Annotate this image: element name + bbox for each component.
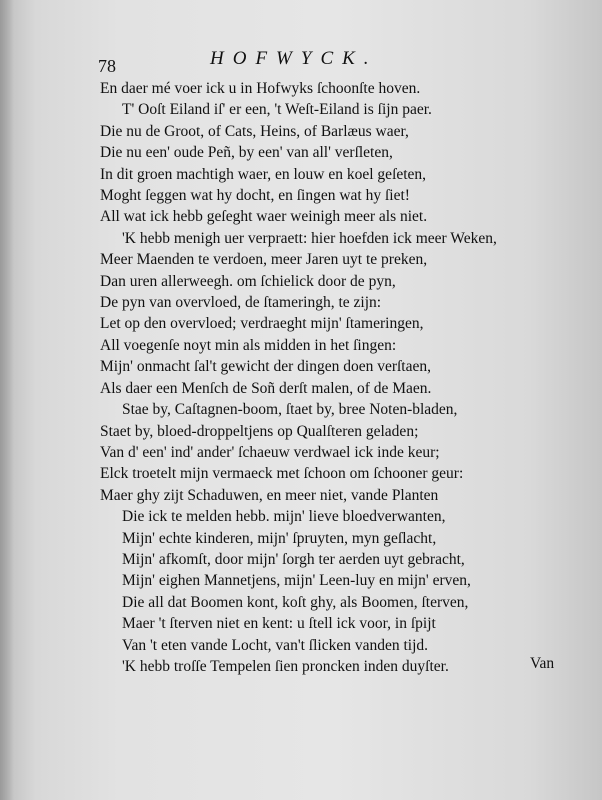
poem-line: 'K hebb troſſe Tempelen ſien proncken inden duyſter. — [122, 657, 449, 675]
poem-line: Let op den overvloed; verdraeght mijn' ſtameringen, — [100, 315, 424, 333]
poem-line: Van d' een' ind' ander' ſchaeuw verdwael ick inde keur; — [100, 443, 440, 461]
gutter-shadow — [0, 0, 14, 800]
poem-line: Staet by, bloed-droppeltjens op Qualſteren geladen; — [100, 422, 419, 440]
poem-line: De pyn van overvloed, de ſtameringh, te zijn: — [100, 294, 382, 312]
poem-line: Mijn' eighen Mannetjens, mijn' Leen-luy en mijn' erven, — [122, 572, 471, 590]
poem-line: Als daer een Menſch de Soñ derſt malen, of de Maen. — [100, 379, 432, 397]
poem-line: Mijn' echte kinderen, mijn' ſpruyten, myn geſlacht, — [122, 529, 437, 547]
poem-line: Mijn' afkomſt, door mijn' ſorgh ter aerden uyt gebracht, — [122, 550, 465, 568]
poem-line: Moght ſeggen wat hy docht, en ſingen wat hy ſiet! — [100, 187, 410, 205]
poem-line: Mijn' onmacht ſal't gewicht der dingen doen verſtaen, — [100, 358, 431, 376]
poem-line: Meer Maenden te verdoen, meer Jaren uyt te preken, — [100, 251, 428, 269]
poem-line: All voegenſe noyt min als midden in het ſingen: — [100, 336, 397, 354]
poem-line: Die nu de Groot, of Cats, Heins, of Barlæus waer, — [100, 122, 409, 140]
poem-line: Maer ghy zijt Schaduwen, en meer niet, vande Planten — [100, 486, 439, 504]
poem-text — [100, 78, 560, 677]
poem-line: Stae by, Caſtagnen-boom, ſtaet by, bree Noten-bladen, — [122, 401, 458, 419]
poem-line: En daer mé voer ick u in Hofwyks ſchoonſte hoven. — [100, 80, 421, 97]
running-head: HOFWYCK. — [210, 48, 378, 69]
poem-line: Van 't eten vande Locht, van't ſlicken vanden tijd. — [122, 636, 429, 654]
poem-line: Dan uren allerweegh. om ſchielick door de pyn, — [100, 272, 396, 290]
poem-line: Die nu een' oude Peñ, by een' van all' verſleten, — [100, 144, 393, 162]
poem-line: 'K hebb menigh uer verpraett: hier hoefden ick meer Weken, — [122, 229, 497, 247]
poem-line: Die ick te melden hebb. mijn' lieve bloedverwanten, — [122, 508, 446, 526]
poem-line: All wat ick hebb geſeght waer weinigh meer als niet. — [100, 208, 428, 226]
catchword: Van — [530, 655, 555, 672]
poem-line: Die all dat Boomen kont, koſt ghy, als Boomen, ſterven, — [122, 593, 469, 611]
poem-line: Maer 't ſterven niet en kent: u ſtell ick voor, in ſpijt — [122, 615, 436, 633]
poem-line: T' Ooſt Eiland iſ' er een, 't Weſt-Eiland is ſijn paer. — [122, 101, 432, 119]
page-number: 78 — [98, 56, 116, 76]
poem-line: In dit groen machtigh waer, en louw en koel geſeten, — [100, 165, 427, 183]
poem-line: Elck troetelt mijn vermaeck met ſchoon om ſchooner geur: — [100, 465, 464, 483]
